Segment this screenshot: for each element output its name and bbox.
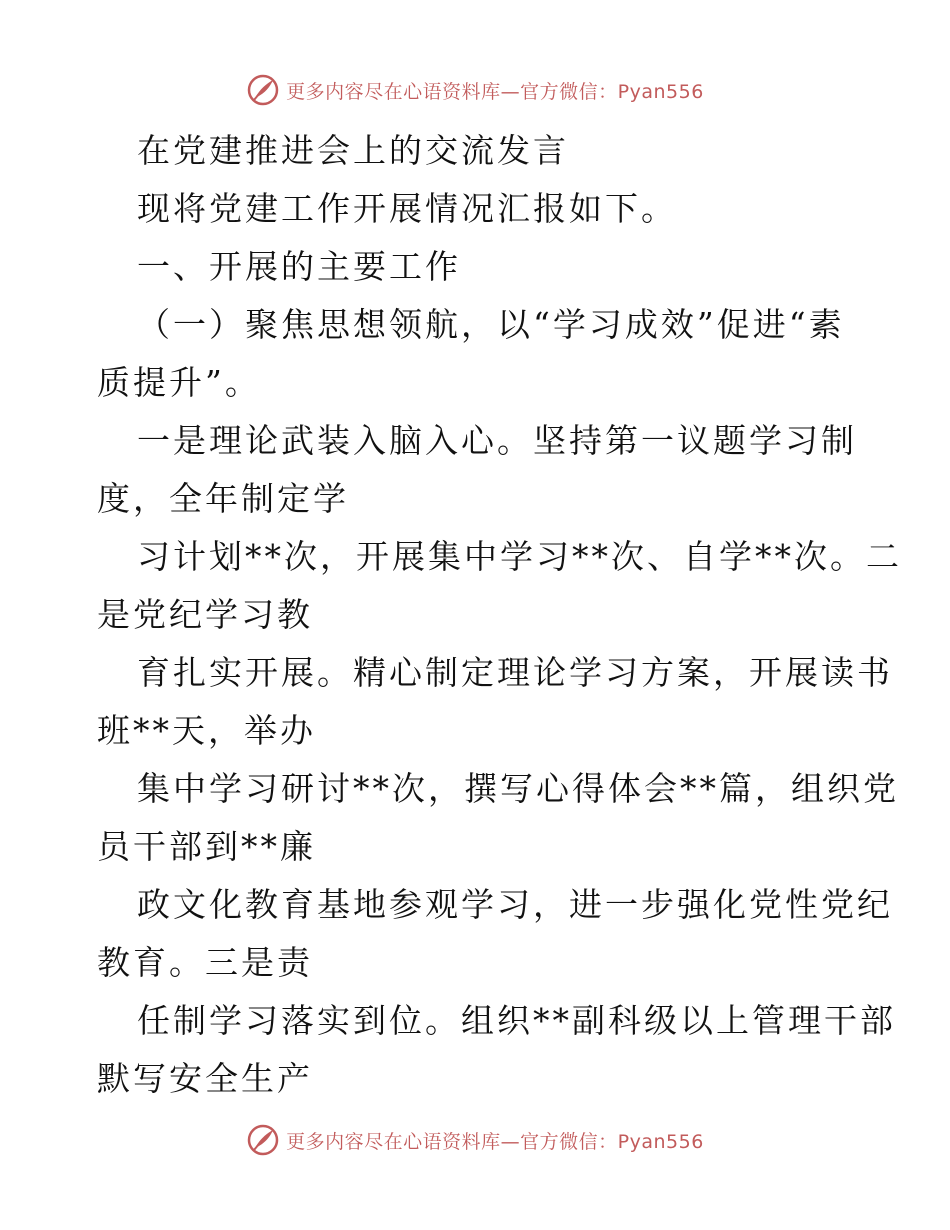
header-banner [0,70,950,110]
doc-line: 一、开展的主要工作 [137,247,461,286]
header-banner-text: 更多内容尽在心语资料库—官方微信：Pyan556 [286,80,704,103]
doc-line: 质提升”。 [97,363,261,402]
doc-line: 政文化教育基地参观学习，进一步强化党性党纪 [137,885,893,924]
footer-banner [0,1120,950,1160]
feather-quill-icon [246,1123,280,1157]
doc-line: 度，全年制定学 [97,479,349,518]
document-body [97,122,902,1108]
doc-line: 班**天，举办 [97,711,316,750]
doc-line: 一是理论武装入脑入心。坚持第一议题学习制 [137,421,857,460]
doc-line: 任制学习落实到位。组织**副科级以上管理干部 [137,1001,896,1040]
doc-line: （一）聚焦思想领航，以“学习成效”促进“素 [137,305,845,344]
doc-line: 育扎实开展。精心制定理论学习方案，开展读书 [137,653,893,692]
doc-line: 习计划**次，开展集中学习**次、自学**次。二 [137,537,902,576]
doc-line: 教育。三是责 [97,943,313,982]
doc-line: 在党建推进会上的交流发言 [137,131,569,170]
doc-line: 是党纪学习教 [97,595,313,634]
footer-banner-text: 更多内容尽在心语资料库—官方微信：Pyan556 [286,1130,704,1153]
doc-line: 现将党建工作开展情况汇报如下。 [137,189,677,228]
feather-quill-icon [246,73,280,107]
doc-line: 员干部到**廉 [97,827,316,866]
doc-line: 集中学习研讨**次，撰写心得体会**篇，组织党 [137,769,899,808]
doc-line: 默写安全生产 [97,1059,313,1098]
